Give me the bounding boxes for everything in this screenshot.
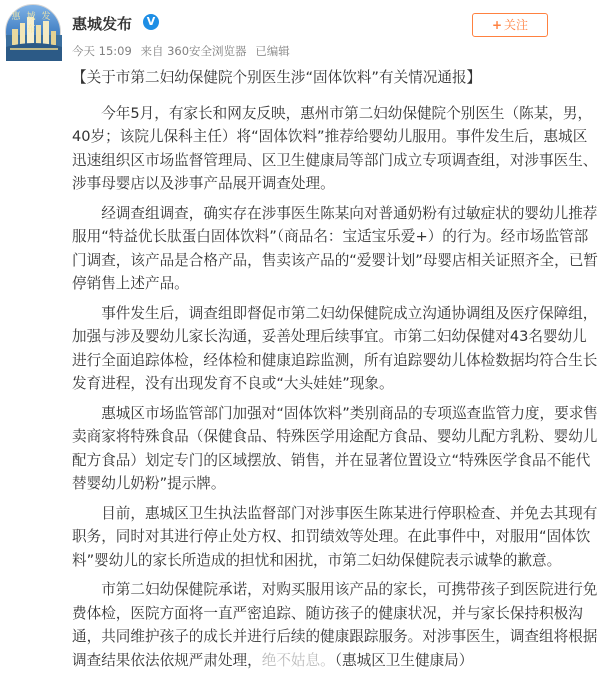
- post-paragraph: 惠城区市场监管部门加强对“固体饮料”类别商品的专项巡查监管力度，要求售卖商家将特殊食品（保健食品、特殊医学用途配方食品、婴幼儿配方乳粉、婴幼儿配方食品）划定专门的区域摆放、销售，并在显著位置设立“特殊医学食品不能代替婴幼儿奶粉”提示牌。: [72, 404, 598, 492]
- verified-badge-icon: V: [143, 14, 159, 30]
- last-paragraph-main: 市第二妇幼保健院承诺，对购买服用该产品的家长，可携带孩子到医院进行免费体检，医院方面将一直严密追踪、随访孩子的健康状况，并与家长保持积极沟通，共同维护孩子的成长并进行后续的健康跟踪服务。对涉事医生，调查组将根据调查结果依法依规严肃处理，: [72, 581, 598, 669]
- post-source: 来自 360安全浏览器: [140, 44, 247, 58]
- post-header: [0, 0, 605, 62]
- post-title: 【关于市第二妇幼保健院个别医生涉“固体饮料”有关情况通报】: [72, 69, 482, 86]
- post-content: [72, 66, 600, 678]
- follow-button[interactable]: [472, 13, 548, 37]
- post-paragraph: 事件发生后，调查组即督促市第二妇幼保健院成立沟通协调组及医疗保障组，加强与涉及婴幼儿家长沟通，妥善处理后续事宜。市第二妇幼保健对43名婴幼儿进行全面追踪体检，经体检和健康追踪监测，所有追踪婴幼儿体检数据均符合生长发育进程，没有出现发育不良或“大头娃娃”现象。: [72, 304, 598, 392]
- account-name[interactable]: 惠城发布: [72, 15, 133, 33]
- post-paragraph: 目前，惠城区卫生执法监督部门对涉事医生陈某进行停职检查、并免去其现有职务，同时对其进行停止处方权、扣罚绩效等处理。在此事件中，对服用“固体饮料”婴幼儿的家长所造成的担忧和困扰，市第二妇幼保健院表示诚挚的歉意。: [72, 504, 598, 569]
- plus-icon: +: [491, 18, 503, 32]
- avatar[interactable]: [5, 4, 61, 60]
- edited-label[interactable]: 已编辑: [255, 44, 290, 58]
- last-paragraph-tail: （惠城区卫生健康局）: [334, 651, 474, 669]
- last-paragraph-watermarked: 绝不姑息。: [261, 651, 335, 669]
- post-paragraph: 经调查组调查，确实存在涉事医生陈某向对普通奶粉有过敏症状的婴幼儿推荐服用“特益优长肽蛋白固体饮料”（商品名：宝适宝乐爱+）的行为。经市场监管部门调查，该产品是合格产品，售卖该产品的“爱婴计划”母婴店相关证照齐全，已暂停销售上述产品。: [72, 204, 598, 292]
- follow-label: 关注: [504, 18, 529, 32]
- post-paragraph-last: [72, 578, 600, 672]
- post-paragraph: 今年5月，有家长和网友反映，惠州市第二妇幼保健院个别医生（陈某，男，40岁；该院儿保科主任）将“固体饮料”推荐给婴幼儿服用。事件发生后，惠城区迅速组织区市场监督管理局、区卫生健康局等部门成立专项调查组，对涉事医生、涉事母婴店以及涉事产品展开调查处理。: [72, 104, 598, 192]
- post-timestamp[interactable]: 今天 15:09: [72, 44, 132, 58]
- post-meta: [72, 43, 295, 59]
- avatar-text: 惠城发布: [11, 12, 57, 35]
